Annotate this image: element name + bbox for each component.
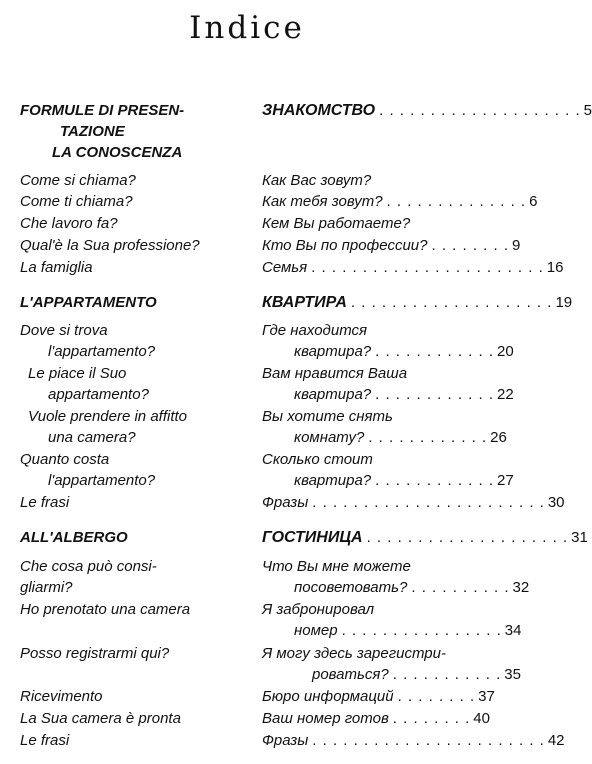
- toc-entry-ru: Я забронировал номер . . . . . . . . . . . . . . . . 34: [262, 601, 522, 639]
- toc-entry-ru: Где находится квартира? . . . . . . . . . . . . 20: [262, 322, 514, 360]
- toc-entry-ru: Ваш номер готов . . . . . . . . 40: [262, 710, 490, 727]
- toc-entry-it: Che lavoro fa?: [20, 215, 118, 232]
- toc-entry-ru: Семья . . . . . . . . . . . . . . . . . . . . . . . 16: [262, 259, 564, 276]
- toc-entry-it-cont: l'appartamento?: [48, 472, 156, 489]
- section-heading-it-line2: TAZIONE: [60, 123, 125, 140]
- toc-entry-it: La Sua camera è pronta: [20, 710, 181, 727]
- toc-entry-it: Come ti chiama?: [20, 193, 133, 210]
- toc-entry-it: Dove si trova: [20, 322, 108, 339]
- section-heading-it-line3: LA CONOSCENZA: [52, 144, 183, 161]
- section-heading-ru: КВАРТИРА . . . . . . . . . . . . . . . . . . . . 19: [262, 294, 573, 311]
- section-heading-it: ALL'ALBERGO: [20, 529, 128, 546]
- toc-entry-it: Come si chiama?: [20, 172, 136, 189]
- section-heading-ru: ЗНАКОМСТВО . . . . . . . . . . . . . . . . . . . . 5: [262, 102, 592, 119]
- toc-entry-it: Ricevimento: [20, 688, 103, 705]
- toc-entry-it: Che cosa può consi-: [20, 558, 157, 575]
- toc-entry-ru: Как Вас зовут?: [262, 172, 372, 189]
- section-heading-it: FORMULE DI PRESEN-: [20, 102, 185, 119]
- toc-entry-it-cont: appartamento?: [48, 386, 149, 403]
- toc-entry-ru: Что Вы мне можете посоветовать? . . . . . . . . . . 32: [262, 558, 530, 596]
- toc-entry-it: Le frasi: [20, 494, 70, 511]
- toc-entry-it: Qual'è la Sua professione?: [20, 237, 200, 254]
- toc-entry-ru: Вы хотите снять комнату? . . . . . . . . . . . . 26: [262, 408, 507, 446]
- toc-entry-it: Le piace il Suo: [28, 365, 127, 382]
- toc-entry-it: Quanto costa: [20, 451, 110, 468]
- section-heading-it: L'APPARTAMENTO: [20, 294, 157, 311]
- toc-entry-it: Le frasi: [20, 732, 70, 749]
- toc-entry-ru: Я могу здесь зарегистри- роваться? . . . . . . . . . . . 35: [262, 645, 521, 683]
- section-heading-ru: ГОСТИНИЦА . . . . . . . . . . . . . . . . . . . . 31: [262, 529, 588, 546]
- toc-entry-it-cont: gliarmi?: [20, 579, 73, 596]
- toc-entry-ru: Фразы . . . . . . . . . . . . . . . . . . . . . . . 30: [262, 494, 565, 511]
- toc-entry-ru: Бюро информаций . . . . . . . . 37: [262, 688, 495, 705]
- toc-entry-ru: Вам нравится Ваша квартира? . . . . . . . . . . . . 22: [262, 365, 514, 403]
- toc-entry-it: Ho prenotato una camera: [20, 601, 191, 618]
- toc-entry-it: Posso registrarmi qui?: [20, 645, 170, 662]
- toc-entry-ru: Кем Вы работаете?: [262, 215, 411, 232]
- toc-entry-ru: Кто Вы по профессии? . . . . . . . . 9: [262, 237, 521, 254]
- toc-entry-ru: Как тебя зовут? . . . . . . . . . . . . . . 6: [262, 193, 538, 210]
- toc-entry-it: Vuole prendere in affitto: [28, 408, 188, 425]
- toc-entry-it: La famiglia: [20, 259, 93, 276]
- page-title: Indice: [189, 10, 305, 46]
- toc-entry-it-cont: l'appartamento?: [48, 343, 156, 360]
- toc-entry-ru: Сколько стоит квартира? . . . . . . . . . . . . 27: [262, 451, 514, 489]
- toc-entry-it-cont: una camera?: [48, 429, 136, 446]
- toc-entry-ru: Фразы . . . . . . . . . . . . . . . . . . . . . . . 42: [262, 732, 565, 749]
